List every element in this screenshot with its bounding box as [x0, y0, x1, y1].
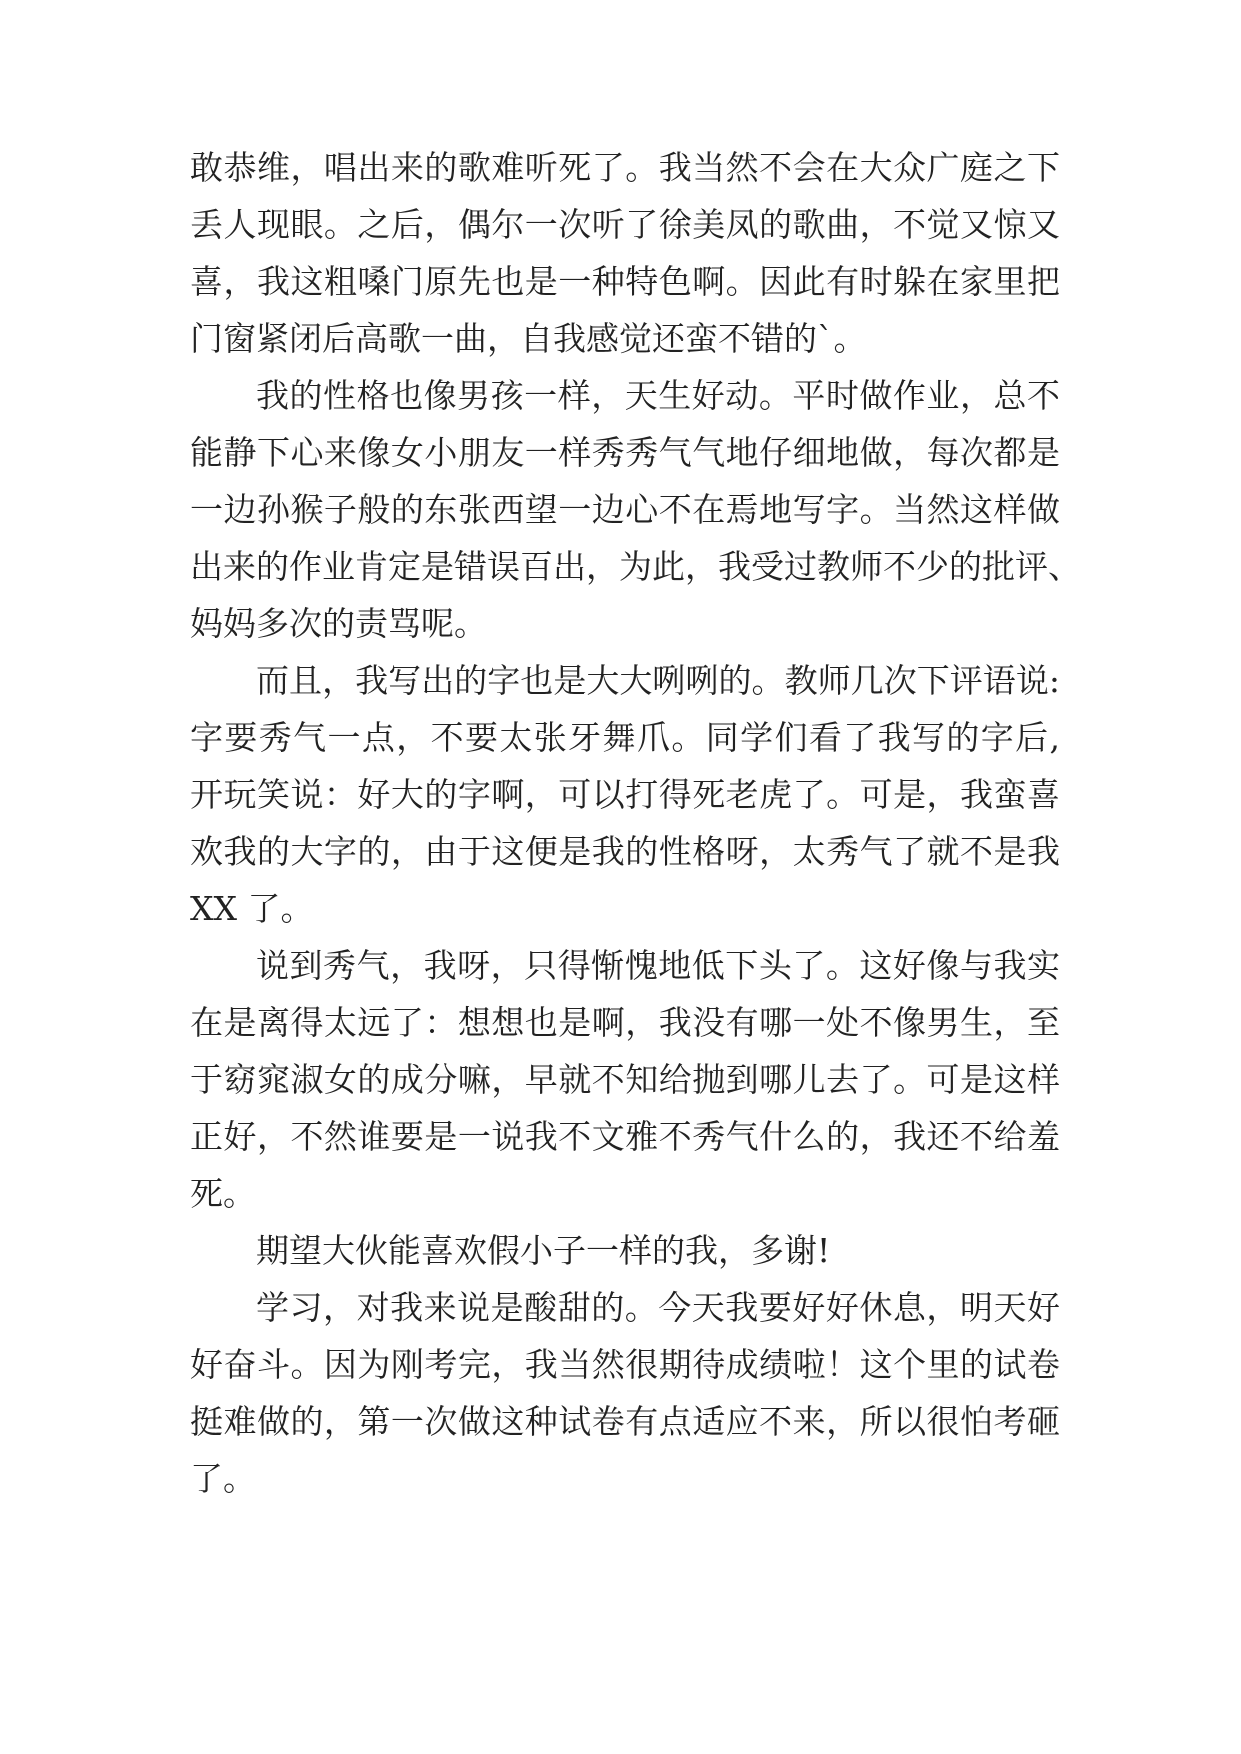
- text-line: XX 了。: [190, 889, 314, 928]
- text-line: 喜，我这粗嗓门原先也是一种特色啊。因此有时躲在家里把: [190, 262, 1060, 301]
- text-line: 开玩笑说：好大的字啊，可以打得死老虎了。可是，我蛮喜: [190, 775, 1060, 814]
- text-line: 死。: [190, 1174, 256, 1213]
- text-line: 正好，不然谁要是一说我不文雅不秀气什么的，我还不给羞: [190, 1117, 1060, 1156]
- text-line: 欢我的大字的，由于这便是我的性格呀，太秀气了就不是我: [190, 832, 1060, 871]
- text-line: 妈妈多次的责骂呢。: [190, 604, 487, 643]
- text-line: 说到秀气，我呀，只得惭愧地低下头了。这好像与我实: [256, 946, 1060, 985]
- text-line: 能静下心来像女小朋友一样秀秀气气地仔细地做，每次都是: [190, 433, 1060, 472]
- text-line: 在是离得太远了：想想也是啊，我没有哪一处不像男生，至: [190, 1003, 1060, 1042]
- text-line: 好奋斗。因为刚考完，我当然很期待成绩啦！这个里的试卷: [190, 1345, 1060, 1384]
- text-line: 门窗紧闭后高歌一曲，自我感觉还蛮不错的`。: [190, 319, 867, 358]
- text-line: 于窈窕淑女的成分嘛，早就不知给抛到哪儿去了。可是这样: [190, 1060, 1060, 1099]
- text-line: 了。: [190, 1459, 256, 1498]
- text-line: 期望大伙能喜欢假小子一样的我，多谢!: [256, 1231, 831, 1270]
- text-line: 丢人现眼。之后，偶尔一次听了徐美凤的歌曲，不觉又惊又: [190, 205, 1060, 244]
- text-line: 一边孙猴子般的东张西望一边心不在焉地写字。当然这样做: [190, 490, 1060, 529]
- text-line: 学习，对我来说是酸甜的。今天我要好好休息，明天好: [256, 1288, 1060, 1327]
- text-line: 而且，我写出的字也是大大咧咧的。教师几次下评语说:: [256, 661, 1060, 700]
- text-line: 挺难做的，第一次做这种试卷有点适应不来，所以很怕考砸: [190, 1402, 1060, 1441]
- text-line: 敢恭维，唱出来的歌难听死了。我当然不会在大众广庭之下: [190, 148, 1060, 187]
- text-line: 我的性格也像男孩一样，天生好动。平时做作业，总不: [256, 376, 1060, 415]
- text-line: 出来的作业肯定是错误百出，为此，我受过教师不少的批评、: [190, 547, 1081, 586]
- text-line: 字要秀气一点，不要太张牙舞爪。同学们看了我写的字后,: [190, 718, 1060, 757]
